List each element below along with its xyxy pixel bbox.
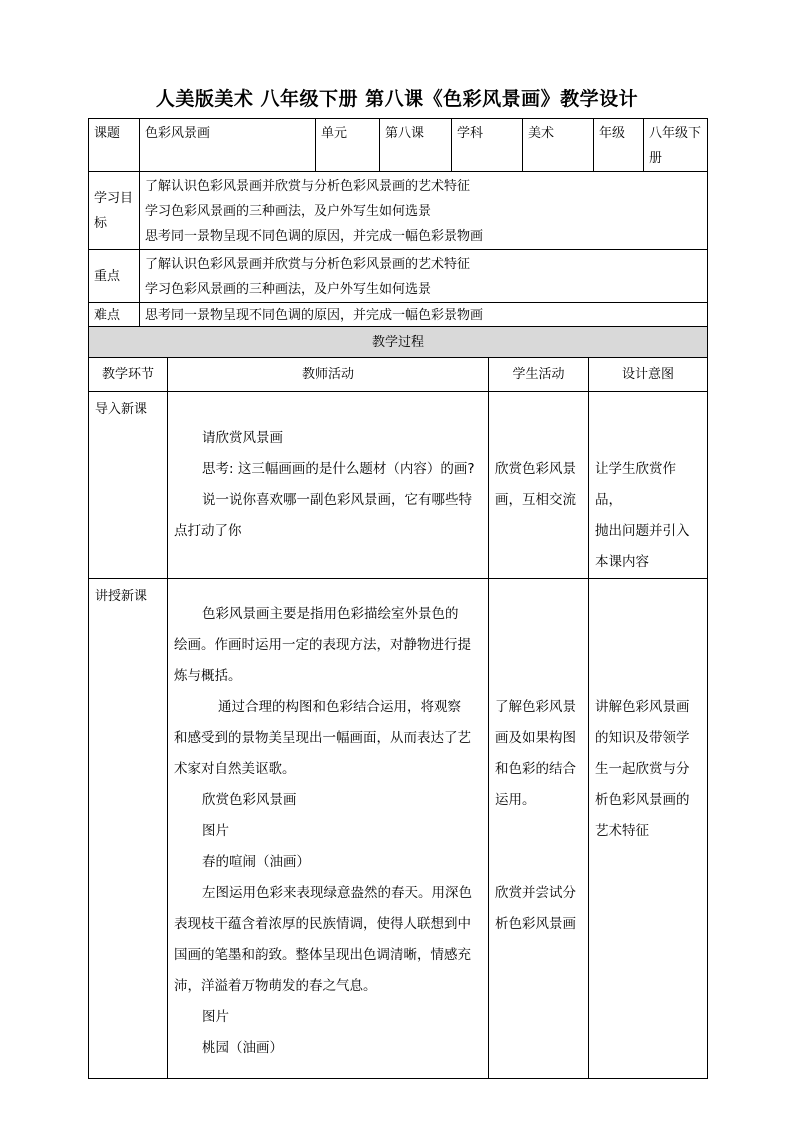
- text-line: 欣赏色彩风景画: [202, 792, 297, 808]
- text-line: 点打动了你: [174, 523, 242, 539]
- unit-label: 单元: [316, 119, 380, 172]
- text-line: 沛，洋溢着万物萌发的春之气息。: [174, 978, 377, 994]
- text-line: 了解色彩风景: [495, 699, 576, 715]
- text-line: 生一起欣赏与分: [595, 761, 690, 777]
- text-line: 和感受到的景物美呈现出一幅画面，从而表达了艺: [174, 730, 471, 746]
- lesson-value: 色彩风景画: [140, 119, 316, 172]
- table-row: [89, 579, 708, 1079]
- column-header-stage: 教学环节: [89, 358, 168, 392]
- text-line: 艺术特征: [595, 823, 649, 839]
- stage-intro: 导入新课: [89, 392, 168, 579]
- key-points-line: 了解认识色彩风景画并欣赏与分析色彩风景画的艺术特征: [145, 257, 471, 272]
- difficulty-label: 难点: [89, 303, 140, 330]
- goals-text: [140, 172, 708, 250]
- lesson-label: 课题: [89, 119, 140, 172]
- goals-line: 学习色彩风景画的三种画法，及户外写生如何选景: [145, 204, 432, 219]
- text-line: 术家对自然美讴歌。: [174, 761, 296, 777]
- text-line: 炼与概括。: [174, 668, 242, 684]
- text-line: 桃园（油画）: [202, 1040, 283, 1056]
- text-line: 的知识及带领学: [595, 730, 690, 746]
- text-line: 讲解色彩风景画: [595, 699, 690, 715]
- text-line: 绘画。作画时运用一定的表现方法，对静物进行提: [174, 637, 471, 653]
- goals-line: 了解认识色彩风景画并欣赏与分析色彩风景画的艺术特征: [145, 179, 471, 194]
- stage-lecture: 讲授新课: [89, 579, 168, 1079]
- text-line: 和色彩的结合: [495, 761, 576, 777]
- text-line: 表现枝干蕴含着浓厚的民族情调，使得人联想到中: [174, 916, 471, 932]
- key-points-text: [140, 250, 708, 303]
- teacher-activity-intro: [168, 392, 489, 579]
- text-line: 欣赏并尝试分: [495, 885, 576, 901]
- goals-label: 学习目标: [89, 172, 140, 250]
- text-line: 析色彩风景画: [495, 916, 576, 932]
- text-line: 析色彩风景画的: [595, 792, 690, 808]
- text-line: 画及如果构图: [495, 730, 576, 746]
- process-header: 教学过程: [89, 327, 708, 358]
- design-intent-lecture: [589, 579, 708, 1079]
- text-line: 图片: [202, 1009, 229, 1025]
- teaching-process-table: [88, 326, 708, 1079]
- goals-line: 思考同一景物呈现不同色调的原因，并完成一幅色彩景物画: [145, 229, 484, 244]
- text-line: 国画的笔墨和韵致。整体呈现出色调清晰，情感充: [174, 947, 471, 963]
- page-title: 人美版美术 八年级下册 第八课《色彩风景画》教学设计: [155, 88, 639, 110]
- column-header-teacher: 教师活动: [168, 358, 489, 392]
- student-activity-lecture: [489, 579, 589, 1079]
- text-line: 思考: 这三幅画画的是什么题材（内容）的画?: [202, 461, 475, 477]
- unit-value: 第八课: [380, 119, 452, 172]
- teacher-activity-lecture: [168, 579, 489, 1079]
- column-header-intent: 设计意图: [589, 358, 708, 392]
- difficulty-text: 思考同一景物呈现不同色调的原因，并完成一幅色彩景物画: [140, 303, 708, 330]
- text-line: 色彩风景画主要是指用色彩描绘室外景色的: [202, 606, 459, 622]
- table-row: [89, 392, 708, 579]
- subject-value: 美术: [523, 119, 594, 172]
- key-points-line: 学习色彩风景画的三种画法，及户外写生如何选景: [145, 282, 432, 297]
- grade-label: 年级: [594, 119, 644, 172]
- lesson-info-table: [88, 118, 708, 330]
- text-line: 图片: [202, 823, 229, 839]
- key-points-label: 重点: [89, 250, 140, 303]
- text-line: 运用。: [495, 792, 536, 808]
- text-line: 画，互相交流: [495, 492, 576, 508]
- text-line: 欣赏色彩风景: [495, 461, 576, 477]
- column-header-student: 学生活动: [489, 358, 589, 392]
- text-line: 春的喧闹（油画）: [202, 854, 310, 870]
- text-line: 说一说你喜欢哪一副色彩风景画，它有哪些特: [202, 492, 472, 508]
- text-line: 请欣赏风景画: [202, 430, 283, 446]
- text-line: 让学生欣赏作品，: [595, 461, 676, 508]
- text-line: 本课内容: [595, 554, 649, 570]
- design-intent-intro: [589, 392, 708, 579]
- text-line: 左图运用色彩来表现绿意盎然的春天。用深色: [202, 885, 472, 901]
- student-activity-intro: [489, 392, 589, 579]
- text-line: 通过合理的构图和色彩结合运用，将观察: [218, 699, 461, 715]
- text-line: 抛出问题并引入: [595, 523, 690, 539]
- subject-label: 学科: [452, 119, 523, 172]
- grade-value: 八年级下册: [644, 119, 708, 172]
